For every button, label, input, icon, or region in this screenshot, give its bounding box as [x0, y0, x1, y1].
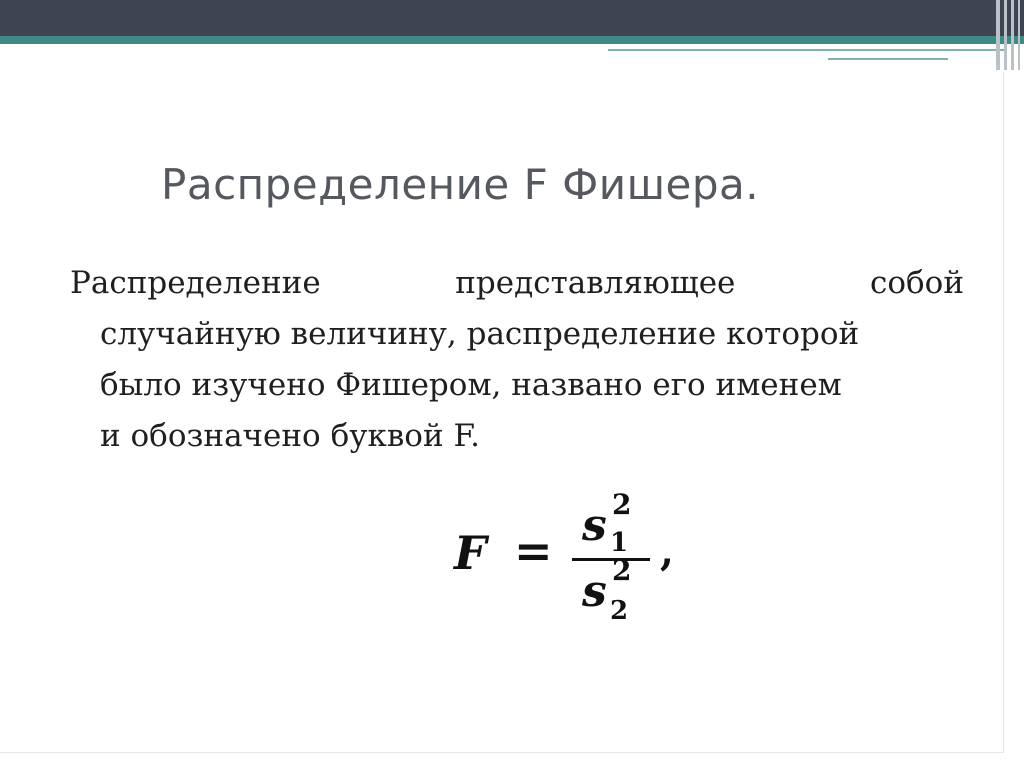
teal-accent-bar [0, 36, 1024, 44]
body-line-4: и обозначено буквой F. [100, 418, 481, 454]
formula-equals-sign: = [514, 524, 553, 578]
denominator-base: s [582, 566, 607, 617]
denominator-subscript: 2 [610, 596, 629, 626]
body-line-2: случайную величину, распределение которой [100, 316, 860, 352]
fisher-formula [448, 488, 688, 628]
body-line-1 [70, 258, 964, 309]
decorative-line [828, 58, 948, 60]
slide-title: Распределение F Фишера. [161, 160, 760, 209]
denominator-superscript: 2 [612, 554, 632, 587]
slide-frame-bottom [0, 752, 1004, 753]
formula-comma: , [660, 528, 674, 575]
corner-stripes-decoration [996, 0, 1024, 70]
decorative-line [608, 49, 1004, 51]
body-word: Распределение [70, 265, 321, 301]
fraction-bar [572, 558, 650, 561]
body-word: собой [869, 265, 964, 301]
body-line-3: было изучено Фишером, названо его именем [100, 367, 842, 403]
numerator-superscript: 2 [612, 488, 632, 521]
numerator-base: s [582, 500, 607, 551]
top-header-band [0, 0, 1024, 36]
body-word: представляющее [455, 265, 736, 301]
body-paragraph [70, 258, 964, 462]
numerator-subscript: 1 [610, 528, 629, 558]
slide-frame-right [1003, 72, 1004, 752]
formula-lhs: F [454, 526, 487, 580]
